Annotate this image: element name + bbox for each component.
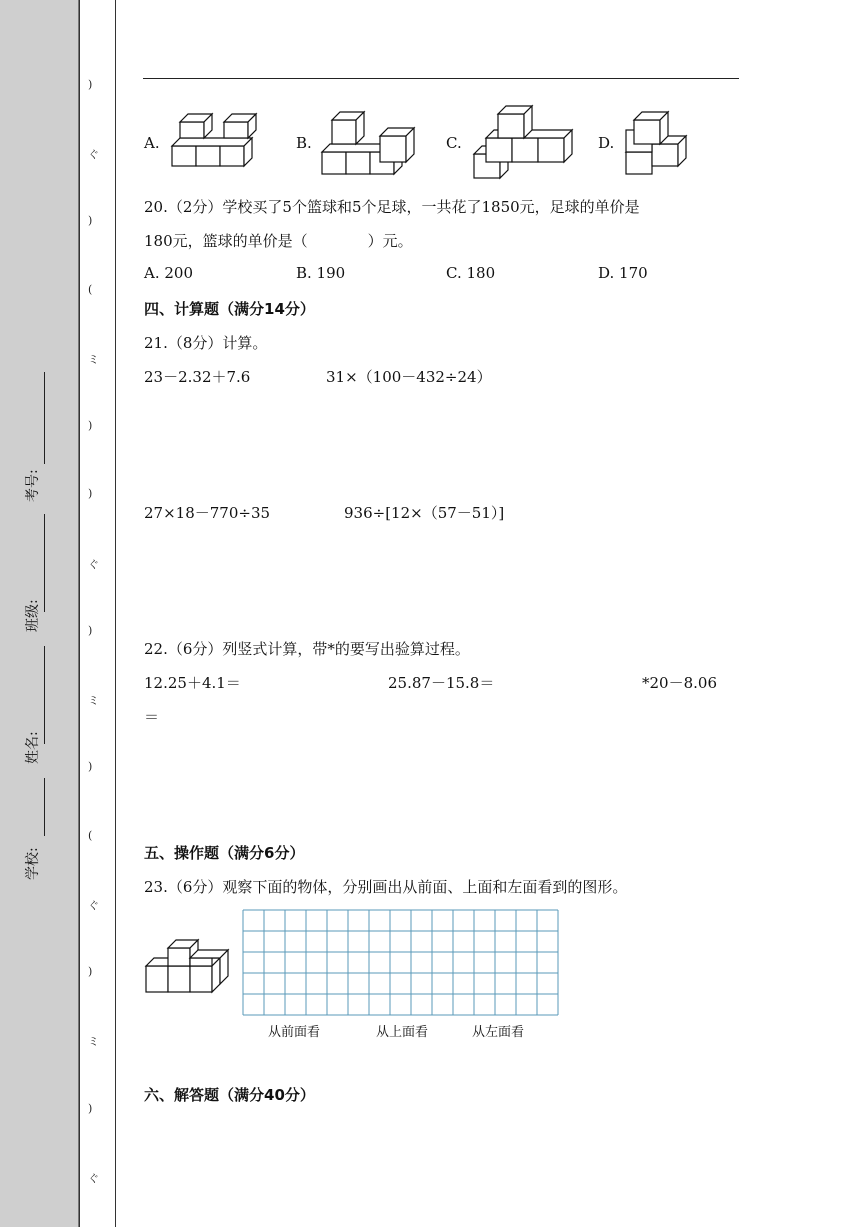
- q21-expr-3: 27×18－770÷35: [144, 504, 271, 522]
- binding-mark: ぐ: [88, 557, 99, 571]
- q20-line2: 180元，篮球的单价是（ ）元。: [144, 232, 413, 250]
- q22-expr-3: *20－8.06: [642, 674, 717, 692]
- q20-option-b: B. 190: [296, 264, 346, 282]
- q22-expr-2: 25.87－15.8＝: [388, 674, 495, 692]
- q21-expr-4: 936÷[12×（57－51）]: [344, 504, 505, 522]
- q19-option-a: A.: [144, 134, 160, 152]
- q19-figure-c: [472, 104, 582, 180]
- binding-mark: (: [88, 828, 93, 842]
- q23-object-figure: [144, 938, 234, 996]
- section5-title: 五、操作题（满分6分）: [144, 844, 305, 862]
- q20-option-a: A. 200: [144, 264, 193, 282]
- q23-stem: 23.（6分）观察下面的物体，分别画出从前面、上面和左面看到的图形。: [144, 878, 628, 896]
- school-line: [44, 778, 45, 836]
- binding-mark: ): [88, 760, 93, 774]
- binding-mark: ): [88, 1101, 93, 1115]
- q22-expr-3-equals: ＝: [144, 708, 160, 726]
- header-rule: [143, 78, 739, 79]
- q19-option-c: C.: [446, 134, 462, 152]
- binding-mark: (: [88, 282, 93, 296]
- q21-expr-1: 23－2.32＋7.6: [144, 368, 251, 386]
- binding-mark: ): [88, 965, 93, 979]
- binding-mark: ): [88, 78, 93, 91]
- binding-mark: ミ: [88, 694, 99, 708]
- binding-mark: ミ: [88, 1035, 99, 1049]
- q22-stem: 22.（6分）列竖式计算，带*的要写出验算过程。: [144, 640, 470, 658]
- binding-mark: ミ: [88, 352, 99, 366]
- section4-title: 四、计算题（满分14分）: [144, 300, 315, 318]
- caption-front-view: 从前面看: [268, 1025, 321, 1040]
- name-label: 姓名:: [25, 731, 41, 764]
- q20-option-d: D. 170: [598, 264, 648, 282]
- drawing-grid[interactable]: [242, 909, 560, 1017]
- exam-no-label: 考号:: [25, 469, 41, 502]
- binding-mark: ぐ: [88, 1171, 99, 1185]
- q19-option-b: B.: [296, 134, 312, 152]
- q20-option-c: C. 180: [446, 264, 496, 282]
- binding-mark: ): [88, 214, 93, 228]
- binding-mark: ): [88, 487, 93, 501]
- binding-mark: ぐ: [88, 898, 99, 912]
- q19-option-d: D.: [598, 134, 615, 152]
- caption-left-view: 从左面看: [472, 1025, 525, 1040]
- q19-figure-d: [624, 110, 694, 176]
- q20-line1: 20.（2分）学校买了5个篮球和5个足球，一共花了1850元，足球的单价是: [144, 198, 640, 216]
- q22-expr-1: 12.25＋4.1＝: [144, 674, 241, 692]
- binding-mark: ): [88, 623, 93, 637]
- school-label: 学校:: [25, 847, 41, 880]
- class-line: [44, 514, 45, 612]
- q21-stem: 21.（8分）计算。: [144, 334, 268, 352]
- section6-title: 六、解答题（满分40分）: [144, 1086, 315, 1104]
- binding-mark: ): [88, 419, 93, 433]
- q21-expr-2: 31×（100－432÷24）: [326, 368, 492, 386]
- q19-figure-a: [170, 112, 260, 168]
- name-line: [44, 646, 45, 744]
- class-label: 班级:: [25, 599, 41, 632]
- exam-no-line: [44, 372, 45, 464]
- binding-mark: ぐ: [88, 148, 99, 162]
- caption-top-view: 从上面看: [376, 1025, 429, 1040]
- q19-figure-b: [320, 110, 420, 176]
